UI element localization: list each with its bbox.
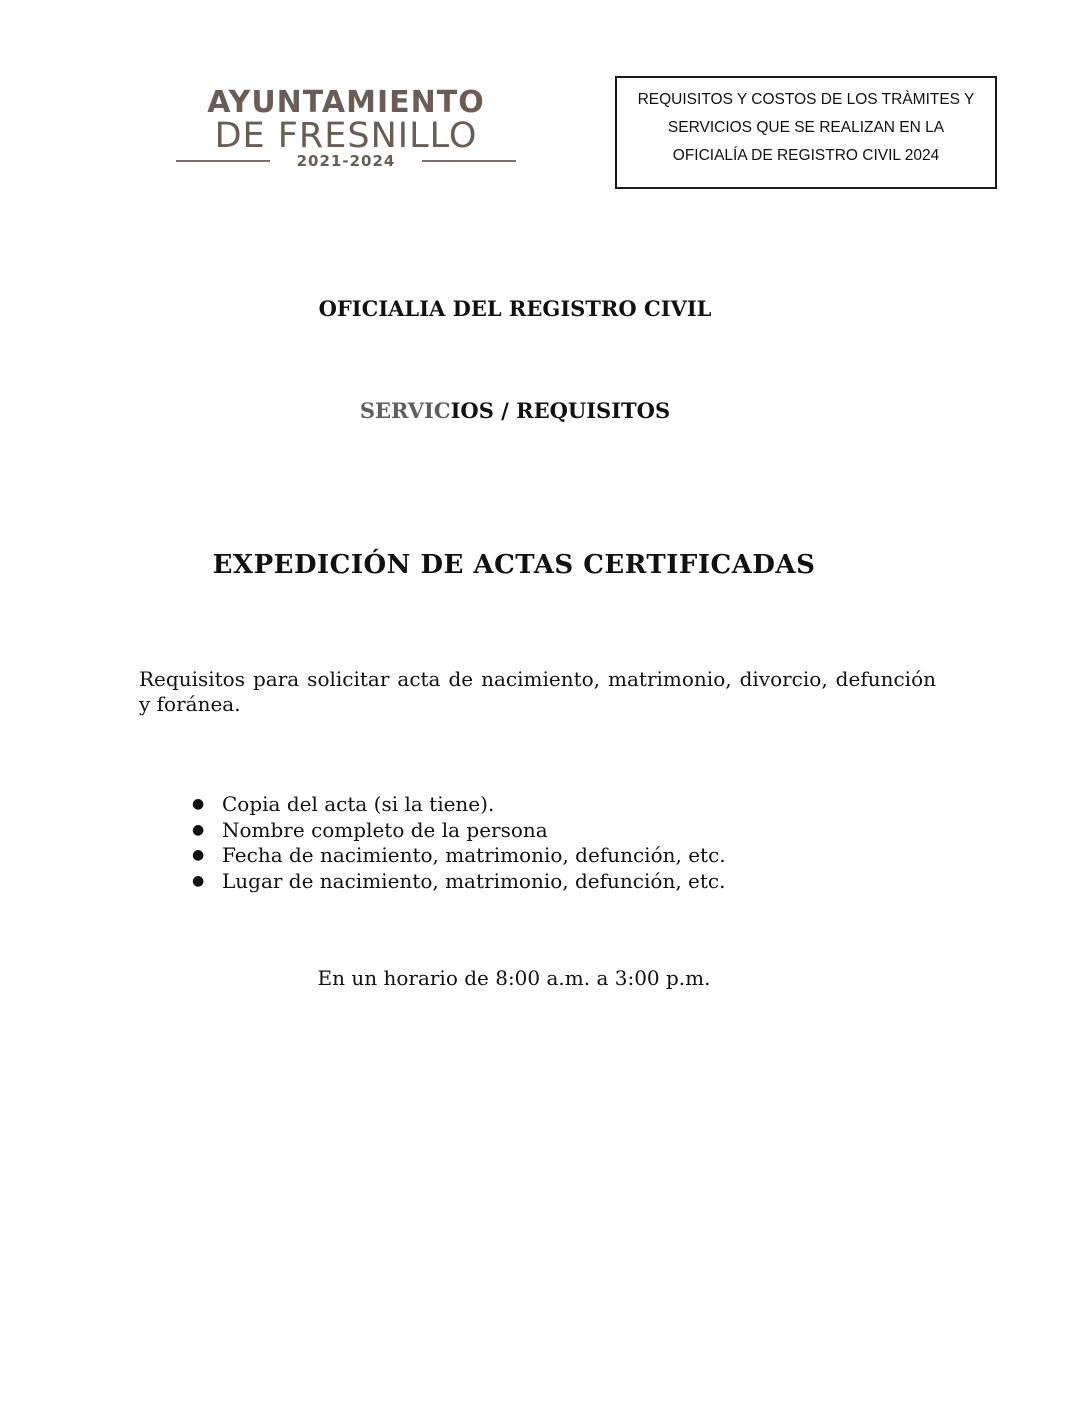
header-box-line-3: OFICIALÍA DE REGISTRO CIVIL 2024 — [672, 147, 940, 164]
bullet-icon: ● — [192, 821, 205, 838]
ayuntamiento-logo — [170, 86, 522, 176]
list-item — [186, 818, 726, 844]
logo-line-ayuntamiento: AYUNTAMIENTO — [207, 85, 485, 120]
list-item — [186, 792, 726, 818]
requirement-text: Nombre completo de la persona — [222, 817, 548, 842]
header-box-line-2: SERVICIOS QUE SE REALIZAN EN LA — [667, 119, 945, 136]
bullet-icon: ● — [192, 872, 205, 889]
list-item — [186, 869, 726, 895]
bullet-icon: ● — [192, 847, 205, 863]
list-item — [186, 843, 726, 869]
requirement-text: Fecha de nacimiento, matrimonio, defunción, etc. — [222, 843, 726, 867]
subtitle-part-1: SERVIC — [359, 398, 451, 423]
bullet-icon: ● — [192, 796, 205, 812]
requirement-text: Copia del acta (si la tiene). — [222, 792, 495, 816]
requirements-list — [186, 792, 726, 894]
logo-line-fresnillo: DE FRESNILLO — [214, 116, 478, 156]
services-requirements-subtitle — [0, 398, 1030, 423]
section-title: EXPEDICIÓN DE ACTAS CERTIFICADAS — [212, 550, 816, 580]
subtitle-part-2: IOS / REQUISITOS — [450, 398, 671, 423]
office-title: OFICIALIA DEL REGISTRO CIVIL — [318, 296, 712, 321]
logo-rule-left — [176, 160, 270, 162]
header-box-line-1: REQUISITOS Y COSTOS DE LOS TRÀMITES Y — [637, 91, 975, 108]
intro-paragraph: Requisitos para solicitar acta de nacimiento, matrimonio, divorcio, defunción y foránea. — [139, 667, 936, 716]
schedule-text: En un horario de 8:00 a.m. a 3:00 p.m. — [317, 966, 711, 990]
header-info-box — [615, 76, 997, 189]
requirement-text: Lugar de nacimiento, matrimonio, defunción, etc. — [222, 868, 726, 893]
logo-years: 2021-2024 — [296, 152, 396, 170]
logo-rule-right — [422, 160, 516, 162]
